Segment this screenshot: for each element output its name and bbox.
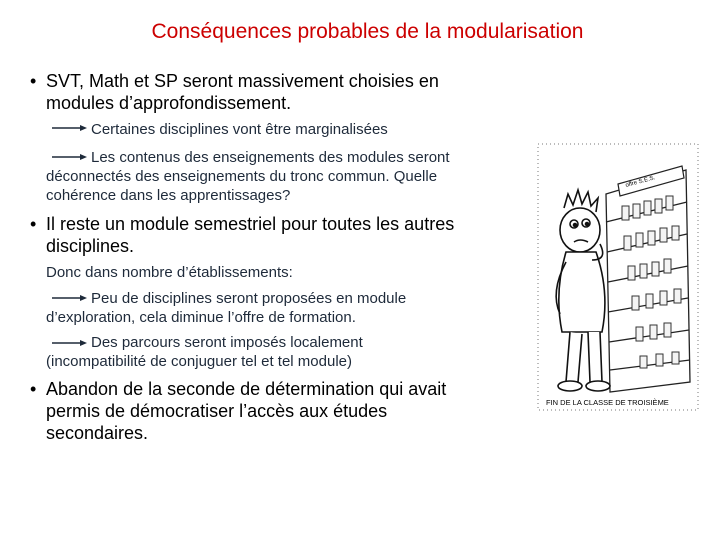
shelf-sign-label: offre S.E.S.: [624, 175, 657, 189]
bullet-dot: •: [30, 214, 37, 234]
arrow-icon: [52, 339, 88, 347]
arrow-icon: [52, 124, 88, 132]
slide-title: Conséquences probables de la modularisation: [151, 20, 584, 43]
bullet2-line1: Il reste un module semestriel pour toutes les autres: [46, 214, 455, 234]
bullet2-intro: Donc dans nombre d’établissements:: [46, 264, 293, 281]
bullet2-line2: disciplines.: [46, 236, 135, 256]
bullet1-line1: SVT, Math et SP seront massivement choisies en: [46, 71, 439, 91]
bullet1-sub2-line3: cohérence dans les apprentissages?: [46, 187, 291, 204]
bullet2-sub1-line1: Peu de disciplines seront proposées en module: [91, 290, 407, 307]
cartoon-illustration: [536, 142, 700, 412]
bullet3-line3: secondaires.: [46, 423, 149, 443]
arrow-icon: [52, 294, 88, 302]
bullet1-sub2-line2: déconnectés des enseignements du tronc commun. Quelle: [46, 168, 438, 185]
bullet-dot: •: [30, 379, 37, 399]
bullet-dot: •: [30, 71, 37, 91]
bullet3-line2: permis de démocratiser l’accès aux études: [46, 401, 388, 421]
bullet2-sub2-line1: Des parcours seront imposés localement: [91, 334, 363, 351]
bullet2-sub2-line2: (incompatibilité de conjuguer tel et tel module): [46, 353, 352, 370]
cartoon-caption: FIN DE LA CLASSE DE TROISIÈME: [546, 398, 669, 407]
bullet1-line2: modules d’approfondissement.: [46, 93, 292, 113]
bullet3-line1: Abandon de la seconde de détermination qui avait: [46, 379, 447, 399]
arrow-icon: [52, 153, 88, 161]
bullet1-sub2-line1: Les contenus des enseignements des modules seront: [91, 149, 450, 166]
bullet1-sub1: Certaines disciplines vont être marginalisées: [91, 121, 388, 138]
bullet2-sub1-line2: d’exploration, cela diminue l’offre de formation.: [46, 309, 356, 326]
